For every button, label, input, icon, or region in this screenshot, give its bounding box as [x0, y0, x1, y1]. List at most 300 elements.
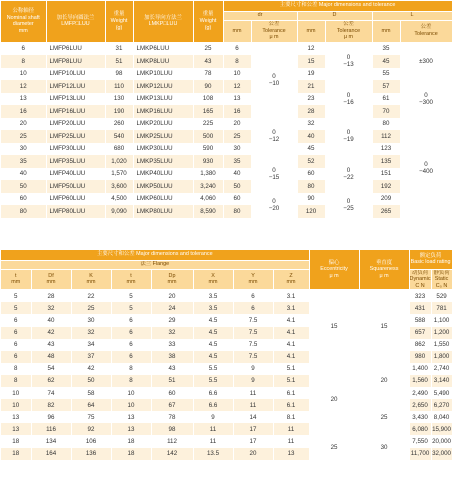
D-tolerance: 0 −13 — [325, 42, 372, 80]
lmfp-model: LMFP10LUU — [46, 68, 105, 81]
Dp: 67 — [151, 399, 193, 411]
Dp: 29 — [151, 314, 193, 326]
D-mm: 19 — [297, 68, 325, 81]
header-shaft-diameter: 公称轴径 Nominal shaft diameter mm — [1, 1, 46, 42]
Df: 32 — [31, 302, 71, 314]
dynamic-load: 2,650 — [409, 399, 431, 411]
header-dynamic: 动负荷 Dynamic C N — [409, 269, 431, 289]
Z: 13 — [273, 448, 309, 460]
shaft-dia: 16 — [1, 105, 46, 118]
D-tolerance: 0 −19 — [325, 118, 372, 156]
L-tolerance: 0 −400 — [400, 118, 452, 218]
K: 34 — [71, 339, 111, 351]
lmkp-model: LMKP8LUU — [133, 55, 193, 68]
Dp: 51 — [151, 375, 193, 387]
shaft-dia: 50 — [1, 180, 46, 193]
flange-col-header-6: Y mm — [233, 269, 273, 290]
t: 6 — [111, 327, 151, 339]
Y: 7.5 — [233, 351, 273, 363]
L-mm: 57 — [372, 80, 400, 93]
lmfp-weight: 110 — [105, 80, 133, 93]
L-mm: 151 — [372, 168, 400, 181]
table-row — [1, 193, 452, 206]
static-load: 1,550 — [431, 339, 452, 351]
header-flange: 法兰 Flange — [1, 260, 309, 269]
header-eccentricity: 偏心 Eccentricity μ m — [309, 250, 359, 290]
lmfp-weight: 130 — [105, 93, 133, 106]
X: 9 — [193, 411, 233, 423]
K: 50 — [71, 375, 111, 387]
lmfp-model: LMFP6LUU — [46, 42, 105, 55]
shaft-dia: 8 — [1, 55, 46, 68]
header-L: L — [372, 11, 452, 20]
lmkp-model: LMKP10LUU — [133, 68, 193, 81]
L-mm: 45 — [372, 55, 400, 68]
lmfp-weight: 1,570 — [105, 168, 133, 181]
lmfp-model: LMFP80LUU — [46, 205, 105, 218]
t: 18 — [111, 435, 151, 447]
flange-col-header-0: t mm — [1, 269, 31, 290]
dynamic-load: 3,430 — [409, 411, 431, 423]
t-mm: 8 — [1, 375, 31, 387]
static-load: 1,200 — [431, 327, 452, 339]
Y: 9 — [233, 375, 273, 387]
header-L-mm: mm — [372, 20, 400, 42]
Df: 40 — [31, 314, 71, 326]
table-row — [1, 155, 452, 168]
static-load: 8,040 — [431, 411, 452, 423]
static-load: 1,800 — [431, 351, 452, 363]
table-row — [1, 118, 452, 131]
shaft-dia: 6 — [1, 42, 46, 55]
Y: 11 — [233, 387, 273, 399]
lmfp-model: LMFP8LUU — [46, 55, 105, 68]
flange-col-header-1: Df mm — [31, 269, 71, 290]
K: 32 — [71, 327, 111, 339]
D-tolerance: 0 −25 — [325, 193, 372, 218]
t: 8 — [111, 363, 151, 375]
Df: 116 — [31, 423, 71, 435]
dr-mm: 35 — [223, 155, 251, 168]
X: 4.5 — [193, 314, 233, 326]
t2-header-major-dimensions: 主要尺寸和公差 Major dimensions and tolerance — [1, 250, 309, 260]
table-row — [1, 168, 452, 181]
Dp: 43 — [151, 363, 193, 375]
dr-mm: 13 — [223, 93, 251, 106]
table-row — [1, 143, 452, 156]
header-dr: dr — [223, 11, 297, 20]
dynamic-load: 431 — [409, 302, 431, 314]
dr-mm: 30 — [223, 143, 251, 156]
lmkp-weight: 165 — [193, 105, 223, 118]
K: 25 — [71, 302, 111, 314]
X: 13.5 — [193, 448, 233, 460]
L-tolerance: ±300 — [400, 42, 452, 80]
lmkp-model: LMKP20LUU — [133, 118, 193, 131]
Dp: 60 — [151, 387, 193, 399]
Df: 28 — [31, 290, 71, 303]
eccentricity: 25 — [309, 435, 359, 459]
dynamic-load: 6,080 — [409, 423, 431, 435]
dr-mm: 10 — [223, 68, 251, 81]
dr-tolerance: 0 −10 — [251, 42, 297, 118]
D-tolerance: 0 −16 — [325, 80, 372, 118]
Z: 8.1 — [273, 411, 309, 423]
table-row — [1, 290, 452, 303]
t-mm: 5 — [1, 302, 31, 314]
dr-mm: 8 — [223, 55, 251, 68]
static-load: 3,140 — [431, 375, 452, 387]
Y: 7.5 — [233, 314, 273, 326]
static-load: 2,740 — [431, 363, 452, 375]
Y: 7.5 — [233, 327, 273, 339]
D-mm: 52 — [297, 155, 325, 168]
L-tolerance: 0 −300 — [400, 80, 452, 118]
X: 6.6 — [193, 399, 233, 411]
header-basic-load-rating: 额定负荷 Basic load rating — [409, 250, 452, 269]
lmkp-model: LMKP50LUU — [133, 180, 193, 193]
t: 10 — [111, 387, 151, 399]
shaft-dia: 13 — [1, 93, 46, 106]
lmkp-weight: 78 — [193, 68, 223, 81]
table-row — [1, 130, 452, 143]
Y: 20 — [233, 448, 273, 460]
lmkp-model: LMKP30LUU — [133, 143, 193, 156]
header-D: D — [297, 11, 372, 20]
t: 6 — [111, 339, 151, 351]
table-row — [1, 399, 452, 411]
Z: 11 — [273, 423, 309, 435]
table-row — [1, 80, 452, 93]
table-row — [1, 42, 452, 55]
lmkp-model: LMKP60LUU — [133, 193, 193, 206]
dr-mm: 50 — [223, 180, 251, 193]
table-row — [1, 180, 452, 193]
lmkp-weight: 90 — [193, 80, 223, 93]
t-mm: 8 — [1, 363, 31, 375]
lmfp-weight: 3,600 — [105, 180, 133, 193]
t: 6 — [111, 314, 151, 326]
D-mm: 32 — [297, 118, 325, 131]
lmkp-model: LMKP25LUU — [133, 130, 193, 143]
L-mm: 61 — [372, 93, 400, 106]
shaft-dia: 10 — [1, 68, 46, 81]
dr-tolerance: 0 −15 — [251, 155, 297, 193]
table-row — [1, 68, 452, 81]
table-row — [1, 93, 452, 106]
lmfp-model: LMFP20LUU — [46, 118, 105, 131]
eccentricity: 20 — [309, 363, 359, 436]
Df: 82 — [31, 399, 71, 411]
X: 5.5 — [193, 375, 233, 387]
L-mm: 135 — [372, 155, 400, 168]
dr-mm: 25 — [223, 130, 251, 143]
static-load: 781 — [431, 302, 452, 314]
Z: 4.1 — [273, 314, 309, 326]
flange-col-header-5: X mm — [193, 269, 233, 290]
dr-tolerance: 0 −20 — [251, 193, 297, 218]
K: 30 — [71, 314, 111, 326]
D-mm: 23 — [297, 93, 325, 106]
table-row — [1, 205, 452, 218]
flange-col-header-2: K mm — [71, 269, 111, 290]
table1-body — [1, 42, 452, 218]
Z: 4.1 — [273, 327, 309, 339]
dynamic-load: 1,560 — [409, 375, 431, 387]
header-D-mm: mm — [297, 20, 325, 42]
t-mm: 18 — [1, 435, 31, 447]
Df: 43 — [31, 339, 71, 351]
lmfp-weight: 9,090 — [105, 205, 133, 218]
X: 5.5 — [193, 363, 233, 375]
Z: 5.1 — [273, 375, 309, 387]
Z: 6.1 — [273, 399, 309, 411]
X: 4.5 — [193, 327, 233, 339]
lmfp-model: LMFP16LUU — [46, 105, 105, 118]
eccentricity: 15 — [309, 290, 359, 363]
t-mm: 6 — [1, 327, 31, 339]
t-mm: 5 — [1, 290, 31, 303]
D-mm: 90 — [297, 193, 325, 206]
Z: 6.1 — [273, 387, 309, 399]
flange-col-header-7: Z mm — [273, 269, 309, 290]
t-mm: 6 — [1, 351, 31, 363]
t-mm: 10 — [1, 399, 31, 411]
t: 18 — [111, 448, 151, 460]
D-mm: 45 — [297, 143, 325, 156]
table-row — [1, 435, 452, 447]
Df: 54 — [31, 363, 71, 375]
lmkp-weight: 500 — [193, 130, 223, 143]
Z: 3.1 — [273, 302, 309, 314]
lmfp-model: LMFP12LUU — [46, 80, 105, 93]
lmkp-weight: 25 — [193, 42, 223, 55]
lmkp-model: LMKP80LUU — [133, 205, 193, 218]
dr-mm: 6 — [223, 42, 251, 55]
Y: 6 — [233, 302, 273, 314]
dr-mm: 40 — [223, 168, 251, 181]
dynamic-load: 2,490 — [409, 387, 431, 399]
lmkp-weight: 930 — [193, 155, 223, 168]
Dp: 24 — [151, 302, 193, 314]
lmfp-model: LMFP13LUU — [46, 93, 105, 106]
header-static: 静负荷 Static C₀ N — [431, 269, 452, 290]
header-weight-2: 重量 Weight (g) — [193, 1, 223, 42]
X: 4.5 — [193, 351, 233, 363]
Df: 62 — [31, 375, 71, 387]
lmfp-weight: 4,500 — [105, 193, 133, 206]
X: 3.5 — [193, 290, 233, 303]
linear-bushing-table — [1, 1, 453, 218]
X: 11 — [193, 435, 233, 447]
lmkp-weight: 43 — [193, 55, 223, 68]
D-tolerance: 0 −22 — [325, 155, 372, 193]
dr-mm: 12 — [223, 80, 251, 93]
dynamic-load: 980 — [409, 351, 431, 363]
shaft-dia: 20 — [1, 118, 46, 131]
table-row — [1, 363, 452, 375]
D-mm: 15 — [297, 55, 325, 68]
lmfp-model: LMFP30LUU — [46, 143, 105, 156]
dynamic-load: 588 — [409, 314, 431, 326]
lmkp-weight: 225 — [193, 118, 223, 131]
t-mm: 6 — [1, 339, 31, 351]
K: 22 — [71, 290, 111, 303]
t: 8 — [111, 375, 151, 387]
t-mm: 13 — [1, 423, 31, 435]
Dp: 98 — [151, 423, 193, 435]
t: 13 — [111, 423, 151, 435]
lmkp-model: LMKP35LUU — [133, 155, 193, 168]
Y: 9 — [233, 363, 273, 375]
shaft-dia: 35 — [1, 155, 46, 168]
lmfp-model: LMFP35LUU — [46, 155, 105, 168]
Z: 4.1 — [273, 339, 309, 351]
lmkp-model: LMKP6LUU — [133, 42, 193, 55]
shaft-dia: 12 — [1, 80, 46, 93]
L-mm: 265 — [372, 205, 400, 218]
L-mm: 123 — [372, 143, 400, 156]
squareness: 30 — [359, 435, 409, 459]
header-L-tol: 公差 Tolerance — [400, 20, 452, 42]
Y: 7.5 — [233, 339, 273, 351]
lmfp-weight: 51 — [105, 55, 133, 68]
lmfp-weight: 540 — [105, 130, 133, 143]
static-load: 5,490 — [431, 387, 452, 399]
Y: 6 — [233, 290, 273, 303]
Df: 96 — [31, 411, 71, 423]
lmkp-weight: 1,380 — [193, 168, 223, 181]
header-squareness: 垂直度 Squareness μ m — [359, 250, 409, 290]
Dp: 142 — [151, 448, 193, 460]
lmkp-model: LMKP40LUU — [133, 168, 193, 181]
dr-mm: 80 — [223, 205, 251, 218]
Df: 74 — [31, 387, 71, 399]
K: 64 — [71, 399, 111, 411]
static-load: 1,100 — [431, 314, 452, 326]
K: 58 — [71, 387, 111, 399]
lmkp-weight: 590 — [193, 143, 223, 156]
lmfp-weight: 260 — [105, 118, 133, 131]
shaft-dia: 40 — [1, 168, 46, 181]
lmfp-model: LMFP50LUU — [46, 180, 105, 193]
Dp: 78 — [151, 411, 193, 423]
header-dr-tol: 公差 Tolerance μ m — [251, 20, 297, 42]
Dp: 20 — [151, 290, 193, 303]
D-mm: 28 — [297, 105, 325, 118]
K: 42 — [71, 363, 111, 375]
lmfp-model: LMFP60LUU — [46, 193, 105, 206]
dynamic-load: 657 — [409, 327, 431, 339]
t-mm: 13 — [1, 411, 31, 423]
header-weight-1: 重量 Weight (g) — [105, 1, 133, 42]
table-row — [1, 55, 452, 68]
L-mm: 112 — [372, 130, 400, 143]
Y: 14 — [233, 411, 273, 423]
dr-mm: 16 — [223, 105, 251, 118]
Df: 164 — [31, 448, 71, 460]
header-D-tol: 公差 Tolerance μ m — [325, 20, 372, 42]
t-mm: 10 — [1, 387, 31, 399]
D-mm: 120 — [297, 205, 325, 218]
Y: 17 — [233, 423, 273, 435]
lmfp-weight: 680 — [105, 143, 133, 156]
dynamic-load: 862 — [409, 339, 431, 351]
table-row — [1, 105, 452, 118]
Dp: 112 — [151, 435, 193, 447]
lmfp-weight: 190 — [105, 105, 133, 118]
lmfp-model: LMFP40LUU — [46, 168, 105, 181]
lmkp-model: LMKP16LUU — [133, 105, 193, 118]
squareness: 15 — [359, 290, 409, 363]
L-mm: 80 — [372, 118, 400, 131]
flange-table — [1, 250, 453, 460]
Y: 11 — [233, 399, 273, 411]
lmfp-model: LMFP25LUU — [46, 130, 105, 143]
L-mm: 209 — [372, 193, 400, 206]
shaft-dia: 80 — [1, 205, 46, 218]
header-lmfp: 加长导向圆法兰 LMFP□LUU — [46, 1, 105, 42]
t: 6 — [111, 351, 151, 363]
dr-mm: 20 — [223, 118, 251, 131]
t: 5 — [111, 290, 151, 303]
static-load: 6,270 — [431, 399, 452, 411]
t-mm: 18 — [1, 448, 31, 460]
Df: 134 — [31, 435, 71, 447]
Z: 5.1 — [273, 363, 309, 375]
K: 106 — [71, 435, 111, 447]
D-mm: 60 — [297, 168, 325, 181]
X: 6.6 — [193, 387, 233, 399]
Z: 4.1 — [273, 351, 309, 363]
lmkp-model: LMKP13LUU — [133, 93, 193, 106]
flange-col-header-3: t mm — [111, 269, 151, 290]
D-mm: 12 — [297, 42, 325, 55]
X: 11 — [193, 423, 233, 435]
Df: 42 — [31, 327, 71, 339]
L-mm: 70 — [372, 105, 400, 118]
D-mm: 40 — [297, 130, 325, 143]
dynamic-load: 7,550 — [409, 435, 431, 447]
Dp: 32 — [151, 327, 193, 339]
Dp: 38 — [151, 351, 193, 363]
static-load: 32,000 — [431, 448, 452, 460]
shaft-dia: 25 — [1, 130, 46, 143]
X: 4.5 — [193, 339, 233, 351]
Y: 17 — [233, 435, 273, 447]
L-mm: 35 — [372, 42, 400, 55]
L-mm: 192 — [372, 180, 400, 193]
X: 3.5 — [193, 302, 233, 314]
flange-col-header-4: Dp mm — [151, 269, 193, 290]
squareness: 25 — [359, 399, 409, 435]
shaft-dia: 60 — [1, 193, 46, 206]
lmkp-weight: 108 — [193, 93, 223, 106]
t: 13 — [111, 411, 151, 423]
Df: 48 — [31, 351, 71, 363]
K: 136 — [71, 448, 111, 460]
dr-mm: 60 — [223, 193, 251, 206]
static-load: 20,000 — [431, 435, 452, 447]
shaft-dia: 30 — [1, 143, 46, 156]
lmfp-weight: 31 — [105, 42, 133, 55]
K: 92 — [71, 423, 111, 435]
Dp: 33 — [151, 339, 193, 351]
dynamic-load: 1,400 — [409, 363, 431, 375]
lmfp-weight: 1,020 — [105, 155, 133, 168]
static-load: 529 — [431, 290, 452, 303]
lmkp-weight: 8,590 — [193, 205, 223, 218]
